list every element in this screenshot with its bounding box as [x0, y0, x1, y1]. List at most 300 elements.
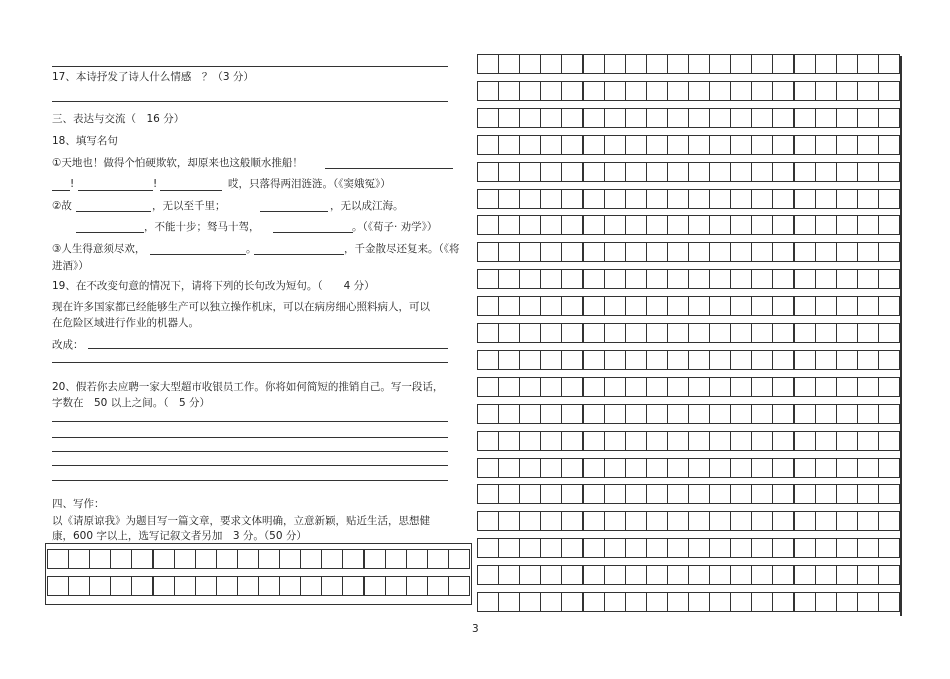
answer-line[interactable] — [52, 437, 448, 438]
grid-cell[interactable] — [794, 242, 816, 262]
grid-cell[interactable] — [878, 565, 900, 585]
grid-cell[interactable] — [540, 242, 562, 262]
grid-cell[interactable] — [477, 404, 499, 424]
grid-cell[interactable] — [540, 458, 562, 478]
grid-cell[interactable] — [498, 484, 520, 504]
grid-cell[interactable] — [709, 135, 731, 155]
grid-cell[interactable] — [709, 484, 731, 504]
grid-cell[interactable] — [730, 350, 752, 370]
grid-cell[interactable] — [583, 458, 605, 478]
grid-cell[interactable] — [646, 592, 668, 612]
grid-cell[interactable] — [561, 592, 583, 612]
grid-cell[interactable] — [646, 242, 668, 262]
grid-cell[interactable] — [857, 162, 879, 182]
grid-cell[interactable] — [709, 108, 731, 128]
grid-cell[interactable] — [406, 576, 428, 596]
grid-cell[interactable] — [604, 404, 626, 424]
grid-cell[interactable] — [646, 54, 668, 74]
grid-cell[interactable] — [498, 511, 520, 531]
grid-cell[interactable] — [730, 431, 752, 451]
grid-cell[interactable] — [604, 511, 626, 531]
grid-cell[interactable] — [498, 538, 520, 558]
grid-cell[interactable] — [498, 377, 520, 397]
grid-cell[interactable] — [604, 484, 626, 504]
grid-cell[interactable] — [667, 242, 689, 262]
grid-cell[interactable] — [878, 162, 900, 182]
grid-cell[interactable] — [751, 108, 773, 128]
grid-cell[interactable] — [153, 576, 175, 596]
grid-cell[interactable] — [498, 350, 520, 370]
grid-cell[interactable] — [836, 81, 858, 101]
grid-cell[interactable] — [751, 377, 773, 397]
grid-cell[interactable] — [730, 135, 752, 155]
grid-cell[interactable] — [709, 350, 731, 370]
grid-cell[interactable] — [815, 296, 837, 316]
grid-cell[interactable] — [540, 189, 562, 209]
grid-cell[interactable] — [561, 350, 583, 370]
grid-cell[interactable] — [667, 511, 689, 531]
grid-cell[interactable] — [258, 549, 280, 569]
grid-cell[interactable] — [519, 242, 541, 262]
grid-cell[interactable] — [751, 458, 773, 478]
grid-cell[interactable] — [540, 538, 562, 558]
grid-cell[interactable] — [667, 538, 689, 558]
grid-cell[interactable] — [836, 108, 858, 128]
grid-cell[interactable] — [477, 511, 499, 531]
fill-blank[interactable] — [160, 190, 222, 191]
grid-cell[interactable] — [772, 431, 794, 451]
grid-cell[interactable] — [477, 189, 499, 209]
grid-cell[interactable] — [625, 269, 647, 289]
grid-cell[interactable] — [583, 377, 605, 397]
grid-cell[interactable] — [604, 242, 626, 262]
grid-cell[interactable] — [857, 81, 879, 101]
grid-cell[interactable] — [68, 549, 90, 569]
grid-cell[interactable] — [561, 431, 583, 451]
grid-cell[interactable] — [498, 269, 520, 289]
grid-cell[interactable] — [477, 135, 499, 155]
grid-cell[interactable] — [477, 377, 499, 397]
grid-cell[interactable] — [604, 350, 626, 370]
grid-cell[interactable] — [751, 484, 773, 504]
grid-cell[interactable] — [604, 431, 626, 451]
grid-cell[interactable] — [667, 350, 689, 370]
grid-cell[interactable] — [730, 511, 752, 531]
grid-cell[interactable] — [583, 242, 605, 262]
grid-cell[interactable] — [772, 538, 794, 558]
grid-cell[interactable] — [519, 215, 541, 235]
grid-cell[interactable] — [836, 54, 858, 74]
grid-cell[interactable] — [878, 538, 900, 558]
grid-cell[interactable] — [561, 404, 583, 424]
grid-cell[interactable] — [604, 269, 626, 289]
grid-cell[interactable] — [772, 377, 794, 397]
grid-cell[interactable] — [730, 377, 752, 397]
grid-cell[interactable] — [498, 54, 520, 74]
grid-cell[interactable] — [772, 54, 794, 74]
grid-cell[interactable] — [836, 377, 858, 397]
grid-cell[interactable] — [540, 431, 562, 451]
grid-cell[interactable] — [583, 269, 605, 289]
grid-cell[interactable] — [583, 431, 605, 451]
grid-cell[interactable] — [688, 565, 710, 585]
fill-blank[interactable] — [78, 190, 153, 191]
grid-cell[interactable] — [709, 511, 731, 531]
grid-cell[interactable] — [772, 350, 794, 370]
grid-cell[interactable] — [583, 135, 605, 155]
grid-cell[interactable] — [772, 484, 794, 504]
grid-cell[interactable] — [583, 108, 605, 128]
grid-cell[interactable] — [878, 108, 900, 128]
fill-blank[interactable] — [260, 211, 328, 212]
grid-cell[interactable] — [625, 54, 647, 74]
grid-cell[interactable] — [730, 458, 752, 478]
grid-cell[interactable] — [751, 404, 773, 424]
grid-cell[interactable] — [110, 576, 132, 596]
grid-cell[interactable] — [836, 350, 858, 370]
grid-cell[interactable] — [794, 108, 816, 128]
grid-cell[interactable] — [604, 215, 626, 235]
grid-cell[interactable] — [836, 484, 858, 504]
grid-cell[interactable] — [688, 135, 710, 155]
grid-cell[interactable] — [730, 565, 752, 585]
grid-cell[interactable] — [540, 377, 562, 397]
grid-cell[interactable] — [709, 458, 731, 478]
grid-cell[interactable] — [519, 431, 541, 451]
grid-cell[interactable] — [709, 242, 731, 262]
grid-cell[interactable] — [709, 565, 731, 585]
grid-cell[interactable] — [646, 162, 668, 182]
grid-cell[interactable] — [730, 592, 752, 612]
grid-cell[interactable] — [68, 576, 90, 596]
grid-cell[interactable] — [772, 565, 794, 585]
grid-cell[interactable] — [730, 162, 752, 182]
grid-cell[interactable] — [688, 377, 710, 397]
grid-cell[interactable] — [646, 565, 668, 585]
grid-cell[interactable] — [583, 511, 605, 531]
grid-cell[interactable] — [688, 189, 710, 209]
grid-cell[interactable] — [427, 576, 449, 596]
grid-cell[interactable] — [110, 549, 132, 569]
grid-cell[interactable] — [815, 538, 837, 558]
grid-cell[interactable] — [815, 431, 837, 451]
grid-cell[interactable] — [174, 549, 196, 569]
grid-cell[interactable] — [604, 135, 626, 155]
grid-cell[interactable] — [646, 215, 668, 235]
grid-cell[interactable] — [477, 215, 499, 235]
grid-cell[interactable] — [477, 538, 499, 558]
grid-cell[interactable] — [815, 189, 837, 209]
grid-cell[interactable] — [730, 296, 752, 316]
grid-cell[interactable] — [857, 592, 879, 612]
grid-cell[interactable] — [477, 296, 499, 316]
grid-cell[interactable] — [730, 81, 752, 101]
grid-cell[interactable] — [688, 538, 710, 558]
grid-cell[interactable] — [857, 108, 879, 128]
grid-cell[interactable] — [815, 135, 837, 155]
grid-cell[interactable] — [857, 377, 879, 397]
grid-cell[interactable] — [561, 296, 583, 316]
grid-cell[interactable] — [878, 242, 900, 262]
grid-cell[interactable] — [794, 162, 816, 182]
grid-cell[interactable] — [625, 162, 647, 182]
grid-cell[interactable] — [519, 296, 541, 316]
grid-cell[interactable] — [604, 296, 626, 316]
grid-cell[interactable] — [646, 538, 668, 558]
answer-line[interactable] — [52, 421, 448, 422]
grid-cell[interactable] — [477, 323, 499, 343]
grid-cell[interactable] — [667, 484, 689, 504]
grid-cell[interactable] — [540, 592, 562, 612]
grid-cell[interactable] — [815, 350, 837, 370]
grid-cell[interactable] — [646, 511, 668, 531]
grid-cell[interactable] — [688, 215, 710, 235]
grid-cell[interactable] — [406, 549, 428, 569]
grid-cell[interactable] — [794, 565, 816, 585]
grid-cell[interactable] — [89, 576, 111, 596]
grid-cell[interactable] — [646, 484, 668, 504]
grid-cell[interactable] — [730, 404, 752, 424]
grid-cell[interactable] — [646, 189, 668, 209]
grid-cell[interactable] — [561, 377, 583, 397]
grid-cell[interactable] — [772, 458, 794, 478]
grid-cell[interactable] — [709, 592, 731, 612]
grid-cell[interactable] — [667, 135, 689, 155]
grid-cell[interactable] — [498, 81, 520, 101]
grid-cell[interactable] — [730, 215, 752, 235]
grid-cell[interactable] — [688, 431, 710, 451]
grid-cell[interactable] — [498, 404, 520, 424]
grid-cell[interactable] — [498, 296, 520, 316]
grid-cell[interactable] — [540, 135, 562, 155]
grid-cell[interactable] — [688, 81, 710, 101]
grid-cell[interactable] — [604, 458, 626, 478]
grid-cell[interactable] — [709, 323, 731, 343]
grid-cell[interactable] — [772, 242, 794, 262]
grid-cell[interactable] — [321, 549, 343, 569]
grid-cell[interactable] — [815, 565, 837, 585]
grid-cell[interactable] — [794, 458, 816, 478]
grid-cell[interactable] — [540, 215, 562, 235]
grid-cell[interactable] — [216, 576, 238, 596]
grid-cell[interactable] — [709, 538, 731, 558]
grid-cell[interactable] — [667, 431, 689, 451]
grid-cell[interactable] — [540, 54, 562, 74]
grid-cell[interactable] — [815, 404, 837, 424]
grid-cell[interactable] — [815, 323, 837, 343]
grid-cell[interactable] — [540, 484, 562, 504]
grid-cell[interactable] — [477, 269, 499, 289]
grid-cell[interactable] — [751, 81, 773, 101]
grid-cell[interactable] — [498, 565, 520, 585]
grid-cell[interactable] — [625, 296, 647, 316]
grid-cell[interactable] — [540, 81, 562, 101]
grid-cell[interactable] — [794, 323, 816, 343]
grid-cell[interactable] — [751, 269, 773, 289]
grid-cell[interactable] — [751, 135, 773, 155]
grid-cell[interactable] — [878, 189, 900, 209]
grid-cell[interactable] — [583, 592, 605, 612]
grid-cell[interactable] — [583, 54, 605, 74]
grid-cell[interactable] — [385, 549, 407, 569]
grid-cell[interactable] — [751, 511, 773, 531]
grid-cell[interactable] — [561, 135, 583, 155]
grid-cell[interactable] — [47, 549, 69, 569]
grid-cell[interactable] — [878, 404, 900, 424]
grid-cell[interactable] — [857, 54, 879, 74]
grid-cell[interactable] — [131, 549, 153, 569]
grid-cell[interactable] — [815, 377, 837, 397]
grid-cell[interactable] — [878, 215, 900, 235]
grid-cell[interactable] — [646, 431, 668, 451]
grid-cell[interactable] — [646, 404, 668, 424]
grid-cell[interactable] — [667, 296, 689, 316]
grid-cell[interactable] — [730, 108, 752, 128]
grid-cell[interactable] — [709, 54, 731, 74]
grid-cell[interactable] — [342, 576, 364, 596]
grid-cell[interactable] — [772, 323, 794, 343]
grid-cell[interactable] — [667, 592, 689, 612]
grid-cell[interactable] — [300, 549, 322, 569]
fill-blank[interactable] — [273, 232, 353, 233]
grid-cell[interactable] — [498, 323, 520, 343]
grid-cell[interactable] — [794, 404, 816, 424]
grid-cell[interactable] — [498, 431, 520, 451]
grid-cell[interactable] — [667, 404, 689, 424]
grid-cell[interactable] — [772, 296, 794, 316]
grid-cell[interactable] — [625, 215, 647, 235]
grid-cell[interactable] — [477, 108, 499, 128]
grid-cell[interactable] — [625, 323, 647, 343]
grid-cell[interactable] — [540, 323, 562, 343]
grid-cell[interactable] — [195, 549, 217, 569]
grid-cell[interactable] — [751, 54, 773, 74]
grid-cell[interactable] — [583, 323, 605, 343]
grid-cell[interactable] — [772, 162, 794, 182]
grid-cell[interactable] — [561, 538, 583, 558]
grid-cell[interactable] — [519, 323, 541, 343]
grid-cell[interactable] — [561, 269, 583, 289]
grid-cell[interactable] — [625, 189, 647, 209]
grid-cell[interactable] — [794, 484, 816, 504]
grid-cell[interactable] — [878, 350, 900, 370]
grid-cell[interactable] — [878, 81, 900, 101]
grid-cell[interactable] — [688, 458, 710, 478]
grid-cell[interactable] — [794, 592, 816, 612]
grid-cell[interactable] — [857, 269, 879, 289]
grid-cell[interactable] — [836, 592, 858, 612]
grid-cell[interactable] — [836, 323, 858, 343]
grid-cell[interactable] — [604, 565, 626, 585]
grid-cell[interactable] — [498, 162, 520, 182]
grid-cell[interactable] — [730, 54, 752, 74]
grid-cell[interactable] — [237, 549, 259, 569]
grid-cell[interactable] — [540, 108, 562, 128]
answer-line[interactable] — [52, 451, 448, 452]
grid-cell[interactable] — [519, 538, 541, 558]
grid-cell[interactable] — [857, 215, 879, 235]
grid-cell[interactable] — [688, 269, 710, 289]
grid-cell[interactable] — [709, 377, 731, 397]
grid-cell[interactable] — [519, 565, 541, 585]
grid-cell[interactable] — [730, 242, 752, 262]
grid-cell[interactable] — [688, 323, 710, 343]
grid-cell[interactable] — [477, 162, 499, 182]
grid-cell[interactable] — [561, 484, 583, 504]
grid-cell[interactable] — [519, 404, 541, 424]
grid-cell[interactable] — [836, 135, 858, 155]
grid-cell[interactable] — [730, 484, 752, 504]
grid-cell[interactable] — [279, 576, 301, 596]
grid-cell[interactable] — [477, 81, 499, 101]
grid-cell[interactable] — [604, 189, 626, 209]
grid-cell[interactable] — [667, 323, 689, 343]
grid-cell[interactable] — [751, 215, 773, 235]
grid-cell[interactable] — [878, 484, 900, 504]
grid-cell[interactable] — [667, 189, 689, 209]
grid-cell[interactable] — [583, 215, 605, 235]
grid-cell[interactable] — [794, 135, 816, 155]
grid-cell[interactable] — [857, 484, 879, 504]
grid-cell[interactable] — [688, 350, 710, 370]
grid-cell[interactable] — [625, 350, 647, 370]
grid-cell[interactable] — [604, 54, 626, 74]
grid-cell[interactable] — [751, 431, 773, 451]
grid-cell[interactable] — [625, 81, 647, 101]
grid-cell[interactable] — [667, 215, 689, 235]
grid-cell[interactable] — [667, 81, 689, 101]
grid-cell[interactable] — [857, 404, 879, 424]
grid-cell[interactable] — [498, 135, 520, 155]
grid-cell[interactable] — [583, 538, 605, 558]
grid-cell[interactable] — [709, 431, 731, 451]
grid-cell[interactable] — [857, 538, 879, 558]
grid-cell[interactable] — [772, 404, 794, 424]
grid-cell[interactable] — [857, 135, 879, 155]
grid-cell[interactable] — [583, 404, 605, 424]
grid-cell[interactable] — [625, 511, 647, 531]
grid-cell[interactable] — [794, 431, 816, 451]
grid-cell[interactable] — [794, 538, 816, 558]
grid-cell[interactable] — [815, 215, 837, 235]
grid-cell[interactable] — [836, 565, 858, 585]
grid-cell[interactable] — [878, 323, 900, 343]
grid-cell[interactable] — [540, 269, 562, 289]
grid-cell[interactable] — [604, 592, 626, 612]
grid-cell[interactable] — [477, 54, 499, 74]
grid-cell[interactable] — [709, 81, 731, 101]
answer-line[interactable] — [88, 348, 448, 349]
grid-cell[interactable] — [857, 242, 879, 262]
grid-cell[interactable] — [751, 296, 773, 316]
grid-cell[interactable] — [836, 269, 858, 289]
grid-cell[interactable] — [794, 54, 816, 74]
grid-cell[interactable] — [519, 484, 541, 504]
grid-cell[interactable] — [751, 162, 773, 182]
grid-cell[interactable] — [836, 431, 858, 451]
grid-cell[interactable] — [688, 511, 710, 531]
grid-cell[interactable] — [540, 404, 562, 424]
grid-cell[interactable] — [561, 162, 583, 182]
grid-cell[interactable] — [646, 81, 668, 101]
grid-cell[interactable] — [519, 189, 541, 209]
grid-cell[interactable] — [688, 162, 710, 182]
grid-cell[interactable] — [237, 576, 259, 596]
grid-cell[interactable] — [857, 565, 879, 585]
grid-cell[interactable] — [878, 458, 900, 478]
grid-cell[interactable] — [519, 81, 541, 101]
grid-cell[interactable] — [878, 269, 900, 289]
